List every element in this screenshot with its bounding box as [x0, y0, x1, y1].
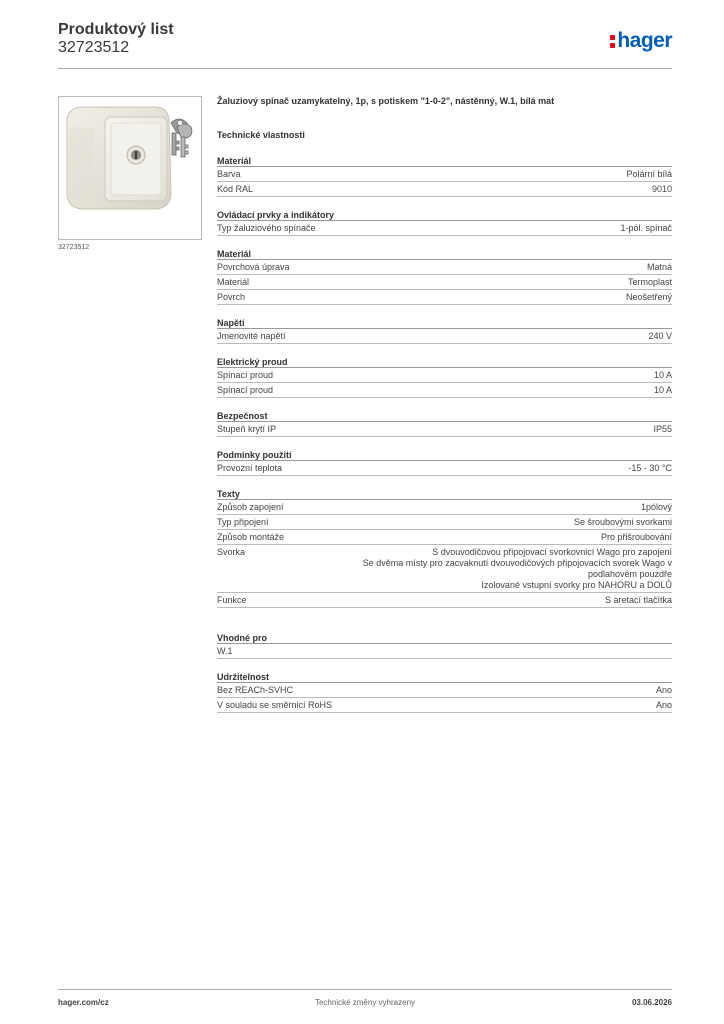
spec-row	[217, 683, 672, 698]
spec-row	[217, 329, 672, 344]
spec-label: Povrch	[217, 292, 246, 302]
spec-label: V souladu se směrnicí RoHS	[217, 700, 333, 710]
spec-value-line: Matná	[646, 262, 672, 272]
spec-section	[217, 209, 672, 236]
product-number: 32723512	[58, 39, 130, 56]
spec-label: Barva	[217, 169, 241, 179]
spec-section	[217, 248, 672, 305]
spec-row	[217, 368, 672, 383]
spec-value-line: S dvouvodičovou připojovací svorkovnicí Wago pro zapojení	[432, 547, 672, 557]
section-title: Udržitelnost	[217, 671, 672, 683]
spec-value-line: -15 - 30 °C	[628, 463, 672, 473]
logo-dots-icon	[610, 33, 616, 49]
spec-section	[217, 632, 672, 659]
spec-row	[217, 260, 672, 275]
section-title: Materiál	[217, 155, 672, 167]
section-title: Vhodné pro	[217, 632, 672, 644]
spec-value	[626, 292, 672, 303]
footer-divider	[58, 989, 672, 990]
spec-label: Typ žaluziového spínače	[217, 223, 316, 233]
spec-value-line: 9010	[651, 184, 672, 194]
spec-value-line: 240 V	[648, 331, 672, 341]
spec-label: Spínací proud	[217, 370, 274, 380]
spec-row	[217, 530, 672, 545]
spec-value-line: 10 A	[653, 370, 672, 380]
spec-label: Funkce	[217, 595, 247, 605]
section-title: Napětí	[217, 317, 672, 329]
spec-row	[217, 644, 672, 659]
spec-value-line: Neošetřený	[625, 292, 672, 302]
spec-row	[217, 167, 672, 182]
spec-section	[217, 488, 672, 608]
spec-section	[217, 410, 672, 437]
spec-value	[626, 169, 672, 180]
spec-label: Bez REACh-SVHC	[217, 685, 294, 695]
logo-text: hager	[617, 29, 672, 52]
spec-value-line: Se dvěma místy pro zacvaknutí dvouvodičových připojovacích svorek Wago v	[362, 558, 672, 568]
product-details	[217, 96, 672, 713]
spec-value-line: Ano	[655, 685, 672, 695]
page-header	[58, 20, 672, 70]
footer-date: 03.06.2026	[631, 998, 672, 1007]
spec-value	[648, 331, 672, 342]
spec-section	[217, 449, 672, 476]
spec-row	[217, 290, 672, 305]
spec-label: Materiál	[217, 277, 250, 287]
spec-value-line: 1-pól. spínač	[620, 223, 672, 233]
spec-value	[656, 685, 672, 696]
spec-label: Jmenovité napětí	[217, 331, 286, 341]
spec-row	[217, 275, 672, 290]
spec-section	[217, 317, 672, 344]
spec-row	[217, 515, 672, 530]
spec-section	[217, 356, 672, 398]
section-title: Materiál	[217, 248, 672, 260]
spec-sections	[217, 155, 672, 713]
spec-value-line: Se šroubovými svorkami	[573, 517, 672, 527]
spec-row	[217, 221, 672, 236]
spec-row	[217, 422, 672, 437]
spec-value-line: IP55	[653, 424, 672, 434]
spec-label: Typ připojení	[217, 517, 269, 527]
spec-value	[363, 547, 672, 591]
product-description: Žaluziový spínač uzamykatelný, 1p, s potiskem "1-0-2", nástěnný, W.1, bílá mat	[217, 96, 555, 106]
spec-row	[217, 383, 672, 398]
footer-website-link[interactable]: hager.com/cz	[58, 998, 109, 1007]
spec-row	[217, 698, 672, 713]
spec-value-line: Izolované vstupní svorky pro NAHORU a DOLŮ	[481, 580, 672, 590]
spec-value	[605, 595, 672, 606]
hager-logo[interactable]	[610, 29, 672, 53]
spec-label: Povrchová úprava	[217, 262, 290, 272]
spec-value	[654, 385, 672, 396]
spec-value-line: Polární bílá	[626, 169, 672, 179]
spec-value-line: 10 A	[653, 385, 672, 395]
spec-value-line: Ano	[655, 700, 672, 710]
product-image	[58, 96, 202, 240]
spec-value	[653, 424, 672, 435]
technical-properties-heading: Technické vlastnosti	[217, 130, 305, 140]
spec-label: W.1	[217, 646, 233, 656]
spec-value-line: podlahovém pouzdře	[587, 569, 672, 579]
spec-value	[628, 277, 672, 288]
spec-label: Kód RAL	[217, 184, 254, 194]
image-caption: 32723512	[58, 244, 90, 251]
spec-row	[217, 500, 672, 515]
spec-value-line: Termoplast	[627, 277, 672, 287]
spec-label: Spínací proud	[217, 385, 274, 395]
spec-value-line: Pro přišroubování	[600, 532, 672, 542]
spec-value	[628, 463, 672, 474]
spec-value	[620, 223, 672, 234]
spec-row	[217, 593, 672, 608]
spec-label: Způsob montáže	[217, 532, 285, 542]
footer-note: Technické změny vyhrazeny	[314, 998, 416, 1007]
spec-value	[574, 517, 672, 528]
spec-section	[217, 671, 672, 713]
spec-value-line: S aretací tlačítka	[604, 595, 672, 605]
spec-label: Provozní teplota	[217, 463, 283, 473]
spec-value	[654, 370, 672, 381]
document-title: Produktový list	[58, 21, 174, 38]
spec-value-line: 1pólový	[640, 502, 672, 512]
section-title: Bezpečnost	[217, 410, 672, 422]
spec-value	[656, 700, 672, 711]
spec-value	[652, 184, 672, 195]
spec-row	[217, 545, 672, 593]
section-title: Elektrický proud	[217, 356, 672, 368]
spec-value	[647, 262, 672, 273]
spec-section	[217, 155, 672, 197]
spec-value	[601, 532, 672, 543]
spec-label: Stupeň krytí IP	[217, 424, 277, 434]
page-footer	[58, 998, 672, 1010]
header-divider	[58, 68, 672, 69]
spec-label: Způsob zapojení	[217, 502, 284, 512]
section-title: Podmínky použití	[217, 449, 672, 461]
spec-value	[641, 502, 672, 513]
spec-label: Svorka	[217, 547, 246, 557]
section-title: Ovládací prvky a indikátory	[217, 209, 672, 221]
spec-row	[217, 182, 672, 197]
section-title: Texty	[217, 488, 672, 500]
spec-row	[217, 461, 672, 476]
